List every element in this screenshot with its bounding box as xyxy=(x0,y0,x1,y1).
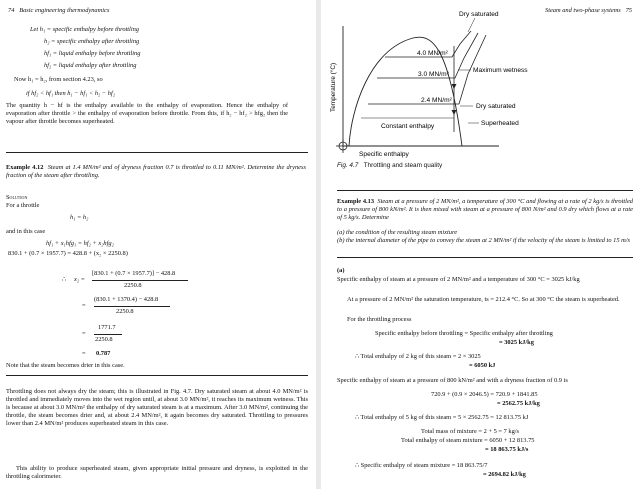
example-4-13-bottom-rule xyxy=(337,257,633,258)
solution-line-8: Specific enthalpy of steam at a pressure of 800 kN/m² and with a dryness fraction of 0.9 is xyxy=(337,377,568,384)
now-line: Now h₁ = h₂, from section 4.23, so xyxy=(14,76,103,83)
figure-4-7 xyxy=(321,0,638,160)
solution-line-13: Total enthalpy of steam mixture = 6050 + 12 813.75 xyxy=(401,437,535,444)
solution-line-5: = 3025 kJ/kg xyxy=(499,339,534,346)
for-throttle: For a throttle xyxy=(6,202,40,209)
example-4-13 xyxy=(337,198,633,222)
fraction-1-numerator: [830.1 + (0.7 × 1957.7)] − 428.8 xyxy=(92,270,176,277)
solution-line-1: Specific enthalpy of steam at a pressure of 2 MN/m² and a temperature of 300 °C = 3025 kJ/kg xyxy=(337,276,580,283)
example-4-12 xyxy=(6,164,306,180)
fraction-2-numerator: (830.1 + 1370.4) − 428.8 xyxy=(94,296,159,303)
x2-label: x₂ = xyxy=(74,276,85,283)
fraction-3-numerator: 1771.7 xyxy=(98,324,116,331)
definition-h2: h₂ = specific enthalpy after throttling xyxy=(44,38,140,45)
fraction-3-bar xyxy=(94,334,122,335)
solution-line-10: = 2562.75 kJ/kg xyxy=(497,400,540,407)
example-top-rule xyxy=(6,152,308,153)
equation-enthalpy-balance: hf₁ + x₁hfg₁ = hf₂ + x₂hfg₂ xyxy=(46,240,114,247)
fraction-3-denominator: 2250.8 xyxy=(95,336,113,343)
solution-line-4: Specific enthalpy before throttling = Specific enthalpy after throttling xyxy=(375,330,553,337)
label-dry-saturated: Dry saturated xyxy=(476,103,516,110)
label-maximum-wetness-text: Maximum wetness xyxy=(473,67,528,74)
label-maximum-wetness xyxy=(473,67,528,74)
label-4-0-mn: 4.0 MN/m² xyxy=(417,50,448,57)
example-4-13-part-a: (a) the condition of the resulting steam mixture xyxy=(337,229,458,236)
example-4-12-text: Steam at 1.4 MN/m² and of dryness fraction 0.7 is throttled to 0.11 MN/m². Determine the dryness fraction of the steam after throttling. xyxy=(6,164,306,179)
label-3-0-mn: 3.0 MN/m² xyxy=(418,71,449,78)
answer-dryness: 0.787 xyxy=(96,350,111,357)
left-header xyxy=(8,7,109,15)
arrow-head-2 xyxy=(452,110,457,115)
paragraph-enthalpy: The quantity h − hf is the enthalpy available to the enthalpy of evaporation. Hence the enthalpy of evaporation after throttle > the enthalpy of evaporation before throttle. From this, if h₂ − hf₂ > hfg₂ then the vapour after throttle becomes superheated. xyxy=(6,102,288,125)
paragraph-calorimeter: This ability to produce superheated steam, given appropriate initial pressure and dryness, is exploited in the throttling calorimeter. xyxy=(6,465,308,480)
right-page xyxy=(321,0,638,489)
label-dry-saturated-top: Dry saturated xyxy=(459,11,499,18)
solution-line-12: Total mass of mixture = 2 + 5 = 7 kg/s xyxy=(421,428,520,435)
therefore-symbol: ∴ xyxy=(62,276,67,283)
left-page xyxy=(0,0,316,489)
paragraph-throttling-wetness: Throttling does not always dry the steam; this is illustrated in Fig. 4.7. Dry saturated steam at about 4.0 MN/m² is throttled and immediately moves into the wet region until, at about 3.0 MN/m², it reaches its maximum wetness. This is because at about 3.0 MN/m² the enthalpy of dry saturated steam is at a maximum. After 3.0 MN/m², continuing the throttle, the steam becomes drier and, at about 2.4 MN/m², it again becomes dry saturated. Throttling to pressures lower than 2.4 MN/m² produces superheated steam in this case. xyxy=(6,388,308,427)
example-4-12-title: Example 4.12 xyxy=(6,164,44,171)
figure-caption-number: Fig. 4.7 xyxy=(337,162,359,169)
fraction-2-bar xyxy=(94,306,170,307)
solution-line-11: ∴ Total enthalpy of 5 kg of this steam = 5 × 2562.75 = 12 813.75 kJ xyxy=(355,414,529,421)
note-drier: Note that the steam becomes drier in this case. xyxy=(6,362,125,369)
fraction-2-denominator: 2250.8 xyxy=(116,308,134,315)
leader-dry-saturated-top xyxy=(468,18,475,32)
left-running-title: Basic engineering thermodynamics xyxy=(19,7,110,14)
figure-caption xyxy=(337,162,442,170)
in-this-case: and in this case xyxy=(6,228,46,235)
example-4-13-top-rule xyxy=(337,190,633,191)
example-bottom-rule xyxy=(6,375,308,376)
figure-caption-text: Throttling and steam quality xyxy=(363,162,443,169)
equals-2: = xyxy=(82,302,86,309)
x-axis-label: Specific enthalpy xyxy=(359,151,409,158)
right-running-title: Steam and two-phase systems xyxy=(545,7,621,14)
fraction-1-denominator: 2250.8 xyxy=(124,282,142,289)
right-page-number: 75 xyxy=(625,7,632,14)
y-axis-label: Temperature (°C) xyxy=(330,62,337,112)
part-a-label: (a) xyxy=(337,267,345,274)
solution-line-15: ∴ Specific enthalpy of steam mixture = 18 863.75/7 xyxy=(355,462,488,469)
example-4-13-text: Steam at a pressure of 2 MN/m², a temperature of 300 °C and flowing at a rate of 2 kg/s is throttled to a pressure of 800 kN/m². It is then mixed with steam at a pressure of 800 N/m² and 0.9 dry which flows at a rate of 5 kg/s. Determine xyxy=(337,198,633,221)
solution-line-14: = 18 863.75 kJ/s xyxy=(485,446,529,453)
equation-h1-h2: h₁ = h₂ xyxy=(70,214,89,221)
pressure-line-24 xyxy=(368,35,486,104)
solution-line-3: For the throttling process xyxy=(347,316,412,323)
if-line: if hf₂ < hf₁ then h₁ − hf₁ < h₂ − hf₂ xyxy=(26,90,115,97)
solution-label: Solution xyxy=(6,194,28,201)
solution-line-2: At a pressure of 2 MN/m² the saturation temperature, ts = 212.4 °C. So at 300 °C the steam is superheated. xyxy=(347,296,620,303)
definition-h1: Let h₁ = specific enthalpy before throttling xyxy=(30,26,140,33)
example-4-13-part-b: (b) the internal diameter of the pipe to convey the steam at 2 MN/m² if the velocity of the steam is limited to 15 m/s xyxy=(337,237,630,244)
label-superheated: Superheated xyxy=(481,120,519,127)
equation-substituted: 830.1 + (0.7 × 1957.7) = 428.8 + (x₂ × 2250.8) xyxy=(8,250,128,257)
label-constant-enthalpy: Constant enthalpy xyxy=(381,123,435,130)
example-4-13-title: Example 4.13 xyxy=(337,198,375,205)
definition-hf1: hf₁ = liquid enthalpy before throttling xyxy=(44,50,141,57)
solution-line-16: = 2694.82 kJ/kg xyxy=(483,471,526,478)
label-2-4-mn: 2.4 MN/m² xyxy=(421,97,452,104)
equals-answer: = xyxy=(82,350,86,357)
left-page-number: 74 xyxy=(8,7,15,14)
fraction-1-bar xyxy=(92,280,188,281)
equals-3: = xyxy=(82,330,86,337)
definition-hf2: hf₂ = liquid enthalpy after throttling xyxy=(44,62,137,69)
solution-line-6: ∴ Total enthalpy of 2 kg of this steam = 2 × 3025 xyxy=(355,353,481,360)
solution-line-7: = 6050 kJ xyxy=(469,362,496,369)
solution-line-9: 720.9 + (0.9 × 2046.5) = 720.9 + 1841.85 xyxy=(431,391,538,398)
